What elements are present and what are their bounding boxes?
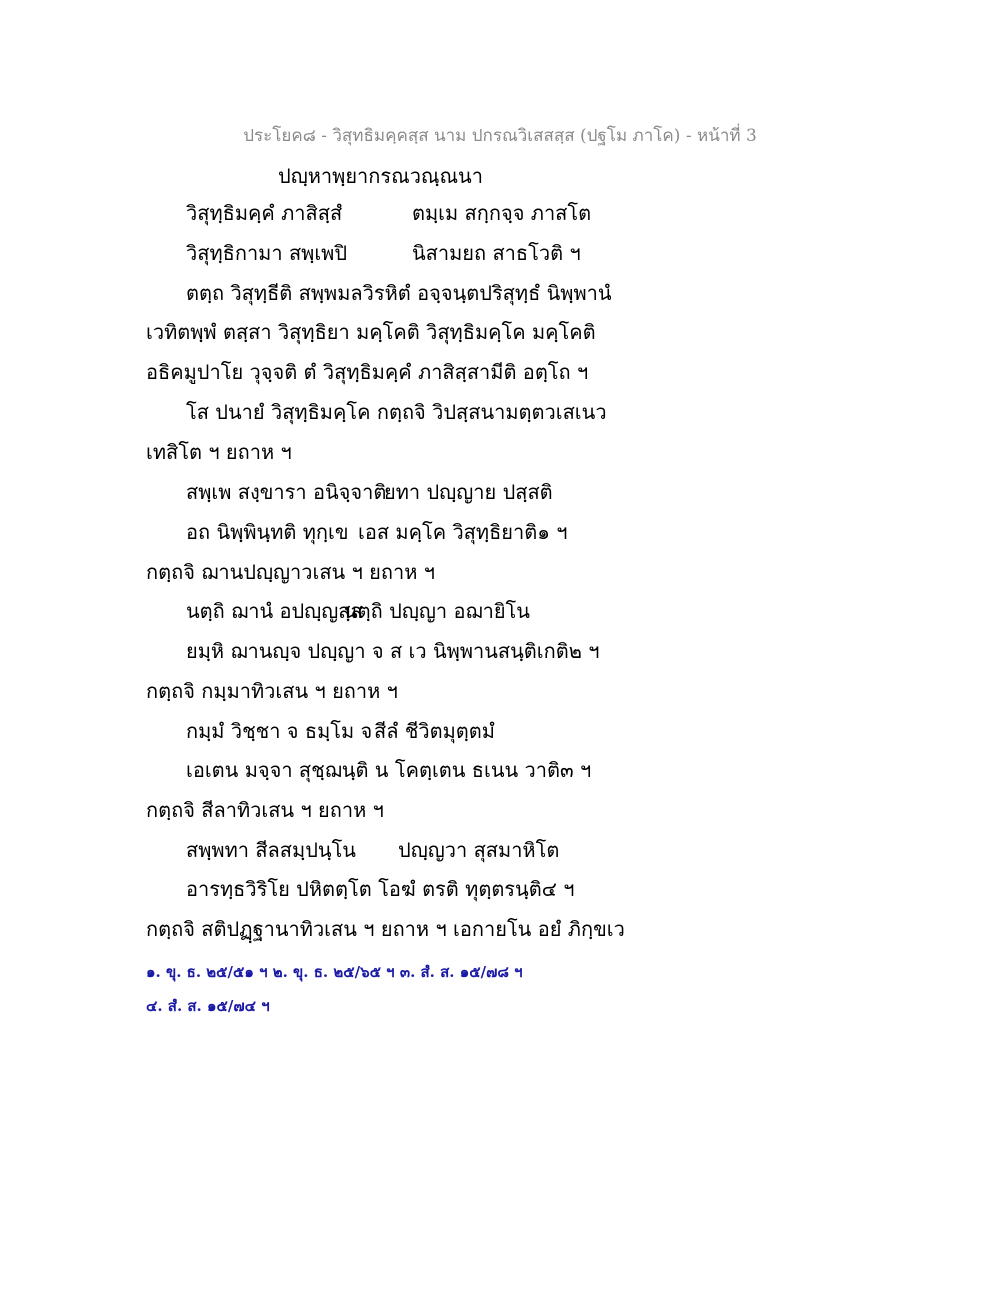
verse-half: สพฺพทา สีลสมฺปนฺโน <box>186 838 356 862</box>
prose-line: กตฺถจิ กมฺมาทิวเสน ฯ ยถาห ฯ <box>146 679 398 703</box>
verse-line: ยมฺหิ ฌานญฺจ ปญฺญา จ ส เว นิพฺพานสนฺติเกติ๒ ฯ <box>186 639 600 663</box>
verse-line: อารทฺธวิริโย ปหิตตฺโต โอฆํ ตรติ ทุตฺตรนฺติ๔ ฯ <box>186 877 575 901</box>
verse-half: นตฺถิ ฌานํ อปญฺญสฺส <box>186 599 363 623</box>
verse-half: นตฺถิ ปญฺญา อฌายิโน <box>344 599 530 623</box>
verse-half: วิสุทฺธิกามา สพฺเพปิ <box>186 241 348 265</box>
page-header: ประโยค๘ - วิสุทธิมคฺคสฺส นาม ปกรณวิเสสสฺส (ปฐโม ภาโค) - หน้าที่ 3 <box>243 126 757 146</box>
verse-half: อถ นิพฺพินฺทติ ทุกฺเข <box>186 520 349 544</box>
prose-line: เทสิโต ฯ ยถาห ฯ <box>146 440 292 464</box>
prose-line: อธิคมูปาโย วุจฺจติ ตํ วิสุทฺธิมคฺคํ ภาสิสฺสามีติ อตฺโถ ฯ <box>146 360 589 384</box>
section-title: ปญฺหาพฺยากรณวณฺณนา <box>278 164 483 188</box>
verse-half: สพฺเพ สงฺขารา อนิจฺจาติ <box>186 480 387 504</box>
verse-half: วิสุทฺธิมคฺคํ ภาสิสฺสํ <box>186 201 343 225</box>
verse-half: ตมฺเม สกฺกจฺจ ภาสโต <box>412 201 592 225</box>
footnote-line: ๔. สํ. ส. ๑๕/๗๔ ฯ <box>146 997 270 1015</box>
prose-line: กตฺถจิ สีลาทิวเสน ฯ ยถาห ฯ <box>146 798 384 822</box>
prose-line: โส ปนายํ วิสุทฺธิมคฺโค กตฺถจิ วิปสฺสนามตฺตวเสเนว <box>186 400 607 424</box>
prose-line: กตฺถจิ สติปฏฺฐานาทิวเสน ฯ ยถาห ฯ เอกายโน อยํ ภิกฺขเว <box>146 917 625 941</box>
prose-line: เวทิตพฺพํ ตสฺสา วิสุทฺธิยา มคฺโคติ วิสุทฺธิมคฺโค มคฺโคติ <box>146 320 596 344</box>
footnote-line: ๑. ขุ. ธ. ๒๕/๕๑ ฯ ๒. ขุ. ธ. ๒๕/๖๕ ฯ ๓. สํ. ส. ๑๕/๗๘ ฯ <box>146 963 523 981</box>
verse-half: ปญฺญวา สุสมาหิโต <box>398 838 560 862</box>
verse-half: ยทา ปญฺญาย ปสฺสติ <box>384 480 553 504</box>
prose-line: ตตฺถ วิสุทฺธีติ สพฺพมลวิรหิตํ อจฺจนฺตปริสุทฺธํ นิพฺพานํ <box>186 281 612 305</box>
verse-line: เอเตน มจฺจา สุชฺฌนฺติ น โคตฺเตน ธเนน วาติ๓ ฯ <box>186 758 592 782</box>
verse-half: นิสามยถ สาธโวติ ฯ <box>412 241 581 265</box>
verse-half: เอส มคฺโค วิสุทฺธิยาติ๑ ฯ <box>358 520 568 544</box>
verse-half: กมฺมํ วิชฺชา จ ธมฺโม จ <box>186 719 373 743</box>
verse-half: สีลํ ชีวิตมุตฺตมํ <box>374 719 495 743</box>
prose-line: กตฺถจิ ฌานปญฺญาวเสน ฯ ยถาห ฯ <box>146 560 436 584</box>
